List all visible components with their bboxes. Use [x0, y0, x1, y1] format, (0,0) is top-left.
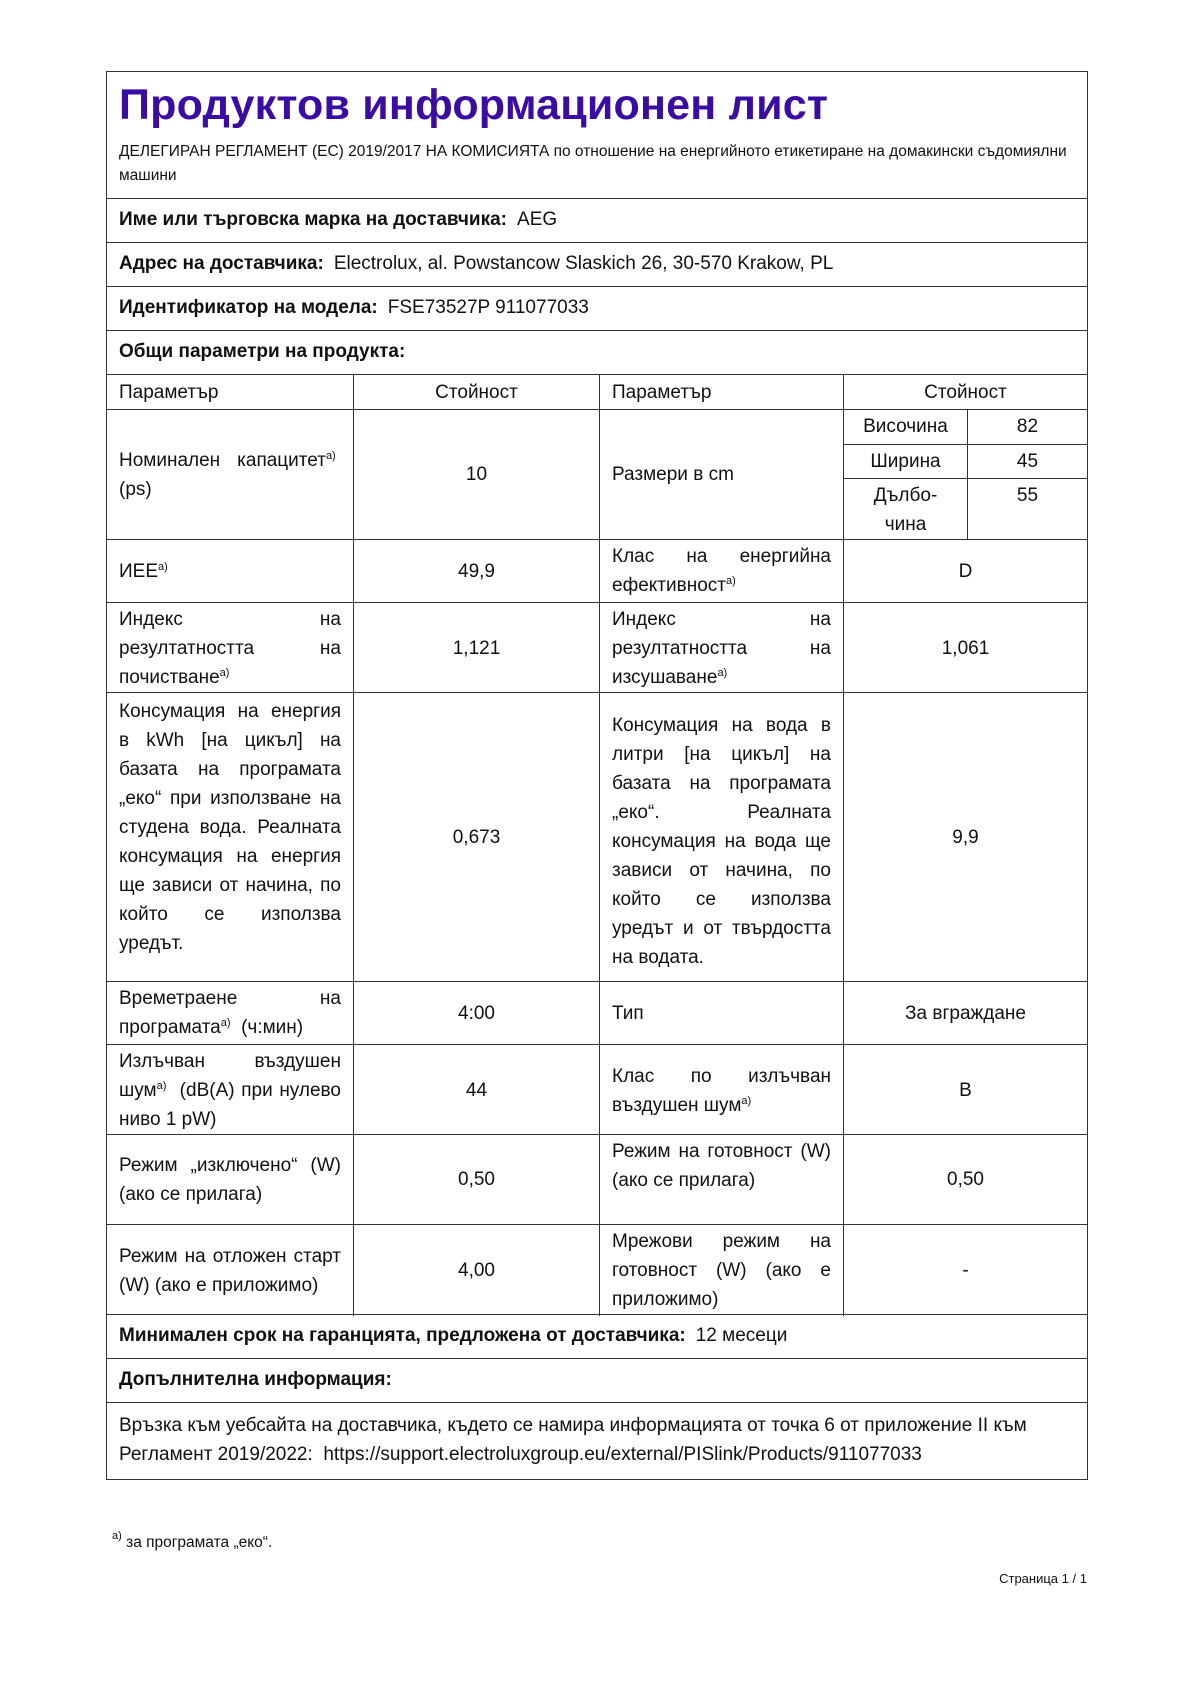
footnote-mark: a)	[112, 1530, 122, 1542]
column-header-value: Стойност	[353, 375, 599, 409]
supplier-address-label: Адрес на доставчика:	[119, 253, 324, 274]
param-unit: (dB(A) при нулево ниво 1 pW)	[119, 1080, 341, 1130]
param-cell: Режим на готовност (W) (ако се прилага)	[599, 1135, 843, 1224]
warranty-value: 12 месеци	[695, 1325, 788, 1346]
additional-info-heading: Допълнителна информация:	[119, 1369, 392, 1390]
params-table-header	[107, 374, 1087, 409]
param-unit: (ч:мин)	[241, 1017, 304, 1038]
value-cell: 49,9	[353, 540, 599, 602]
dimensions-subtable	[843, 410, 1087, 539]
table-row	[107, 1044, 1087, 1134]
supplier-address-value: Electrolux, al. Powstancow Slaskich 26, 30-570 Krakow, PL	[333, 253, 834, 274]
param-cell	[599, 1045, 843, 1136]
page-total: 1	[1079, 1571, 1087, 1586]
param-cell	[599, 603, 843, 694]
footnote-mark: a)	[717, 667, 728, 679]
value-cell: D	[843, 540, 1087, 602]
param-label: Клас по излъчван въздушен шум	[612, 1065, 831, 1116]
param-unit: (ps)	[119, 478, 152, 500]
supplier-name-label: Име или търговска марка на доставчика:	[119, 209, 508, 230]
model-id-row	[107, 286, 1087, 330]
dimension-value: 82	[967, 410, 1087, 444]
value-cell: 1,121	[353, 603, 599, 694]
column-header-parameter: Параметър	[119, 381, 219, 403]
param-label: Излъчван въздушен шум	[119, 1051, 341, 1101]
value-cell: B	[843, 1045, 1087, 1136]
value-cell: 4:00	[353, 982, 599, 1044]
table-row	[107, 981, 1087, 1044]
param-label: ИЕЕ	[119, 560, 159, 582]
model-id-value: FSE73527P 911077033	[387, 297, 589, 318]
model-id-label: Идентификатор на модела:	[119, 297, 378, 318]
dimension-label: Ширина	[844, 444, 967, 478]
value-cell: За вграждане	[843, 982, 1087, 1044]
footnote-mark: a)	[219, 667, 230, 679]
footnote-mark: a)	[220, 1017, 231, 1029]
value-cell: -	[843, 1225, 1087, 1316]
page-title: Продуктов информационен лист	[119, 81, 829, 129]
column-header-value: Стойност	[843, 375, 1087, 409]
param-cell: Режим „изключено“ (W) (ако се прилага)	[119, 1154, 341, 1205]
table-row	[107, 409, 1087, 539]
param-cell: Консумация на енергия в kWh [на цикъл] на базата на програмата „еко“ при използване на студена вода. Реалната консумация на енергия ще зависи от начина, по който се използва уредът.	[119, 701, 341, 954]
footnote-mark: a)	[741, 1094, 752, 1107]
value-cell: 44	[353, 1045, 599, 1136]
dimension-label: Дълбо-чина	[844, 478, 967, 539]
param-cell	[107, 1045, 353, 1136]
param-cell: Режим на отложен старт (W) (ако е приложимо)	[119, 1245, 341, 1296]
table-row	[107, 692, 1087, 981]
supplier-name-row	[107, 198, 1087, 242]
dimension-label: Височина	[863, 416, 948, 437]
value-cell: 1,061	[843, 603, 1087, 694]
footnote-mark: a)	[156, 1080, 167, 1092]
footnote-text: за програмата „еко“.	[126, 1534, 273, 1551]
param-label: Номинален капацитет	[119, 449, 326, 471]
param-cell: Консумация на вода в литри [на цикъл] на базата на програмата „еко“. Реалната консумация на вода ще зависи от начина, по който се използва уредът и от твърдостта на водата.	[599, 693, 843, 981]
param-cell	[107, 603, 353, 694]
table-row	[107, 1134, 1087, 1224]
warranty-row	[107, 1314, 1087, 1358]
page-separator: /	[1072, 1571, 1077, 1586]
supplier-website-link[interactable]: https://support.electroluxgroup.eu/external/PISlink/Products/911077033	[323, 1444, 922, 1465]
param-cell	[599, 540, 843, 602]
dimension-value: 55	[967, 478, 1087, 539]
param-label: Индекс на резултатността на почистване	[119, 609, 341, 688]
value-cell: 0,50	[353, 1135, 599, 1224]
footnote-mark: a)	[158, 560, 168, 573]
regulation-subtitle: ДЕЛЕГИРАН РЕГЛАМЕНТ (ЕС) 2019/2017 НА КОМИСИЯТА по отношение на енергийното етикетиране на домакински съдомиялни машини	[119, 143, 1067, 184]
page-number	[999, 1571, 1087, 1586]
supplier-name-value: AEG	[517, 209, 558, 230]
table-row	[107, 602, 1087, 692]
general-params-heading-row	[107, 330, 1087, 374]
param-cell: Тип	[599, 982, 843, 1044]
param-cell	[107, 540, 353, 602]
param-label: Времетраене на програмата	[119, 988, 341, 1038]
footnote	[112, 1530, 273, 1552]
value-cell: 0,673	[353, 693, 599, 981]
value-cell: 10	[353, 410, 599, 539]
value-cell: 4,00	[353, 1225, 599, 1316]
additional-info-heading-row	[107, 1358, 1087, 1402]
warranty-label: Минимален срок на гаранцията, предложена от доставчика:	[119, 1325, 686, 1346]
param-label: Клас на енергийна ефективност	[612, 546, 831, 596]
param-cell	[107, 410, 353, 539]
general-params-heading: Общи параметри на продукта:	[119, 341, 406, 362]
param-cell	[107, 982, 353, 1044]
column-header-parameter: Параметър	[599, 375, 843, 409]
table-row	[107, 539, 1087, 602]
value-cell: 9,9	[843, 693, 1087, 981]
param-cell: Размери в cm	[599, 410, 843, 539]
table-row	[107, 1224, 1087, 1314]
param-label: Индекс на резултатността на изсушаване	[612, 609, 831, 688]
page-label: Страница	[999, 1571, 1059, 1586]
additional-info-text: Връзка към уебсайта на доставчика, където се намира информацията от точка 6 от приложение II към Регламент 2019/2022:	[119, 1415, 1027, 1465]
value-cell: 0,50	[843, 1135, 1087, 1224]
additional-info-body	[107, 1402, 1087, 1479]
page-current: 1	[1061, 1571, 1069, 1586]
supplier-address-row	[107, 242, 1087, 286]
title-block	[107, 72, 1087, 198]
footnote-mark: a)	[725, 575, 736, 587]
dimension-value: 45	[967, 444, 1087, 478]
product-information-sheet	[106, 71, 1088, 1480]
footnote-mark: a)	[325, 449, 336, 462]
param-cell: Мрежови режим на готовност (W) (ако е приложимо)	[599, 1225, 843, 1316]
